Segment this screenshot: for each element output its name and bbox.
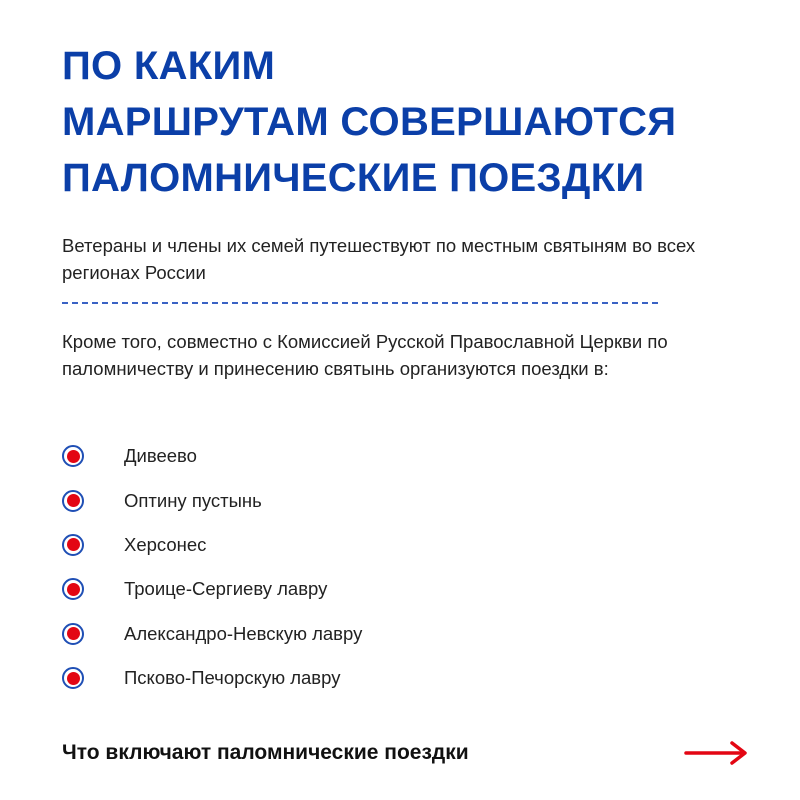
bullet-icon <box>62 534 84 556</box>
bullet-icon <box>62 445 84 467</box>
bullet-icon <box>62 623 84 645</box>
bullet-icon <box>62 490 84 512</box>
destination-label: Оптину пустынь <box>124 489 262 511</box>
list-item <box>62 478 362 522</box>
list-item <box>62 523 362 567</box>
list-item <box>62 567 362 611</box>
destination-label: Дивеево <box>124 445 197 467</box>
next-slide-label[interactable]: Что включают паломнические поездки <box>62 741 469 764</box>
list-item <box>62 656 362 700</box>
dashed-divider <box>62 302 658 304</box>
bullet-icon <box>62 667 84 689</box>
page-title <box>62 38 782 206</box>
intro-text: Ветераны и члены их семей путешествуют по местным святыням во всех регионах России <box>62 235 696 283</box>
destination-label: Херсонес <box>124 533 207 555</box>
list-item <box>62 612 362 656</box>
destination-label: Псково-Печорскую лавру <box>124 667 341 689</box>
title-line: МАРШРУТАМ СОВЕРШАЮТСЯ <box>62 100 677 144</box>
destination-label: Троице-Сергиеву лавру <box>124 578 328 600</box>
extra-text: Кроме того, совместно с Комиссией Русской Православной Церкви по паломничеству и принесению святынь организуются поездки в: <box>62 331 668 379</box>
destination-label: Александро-Невскую лавру <box>124 622 363 644</box>
title-line: ПО КАКИМ <box>62 44 276 88</box>
title-line: ПАЛОМНИЧЕСКИЕ ПОЕЗДКИ <box>62 156 645 200</box>
arrow-right-icon[interactable] <box>684 740 750 766</box>
bullet-icon <box>62 578 84 600</box>
destinations-list <box>62 434 362 700</box>
list-item <box>62 434 362 478</box>
